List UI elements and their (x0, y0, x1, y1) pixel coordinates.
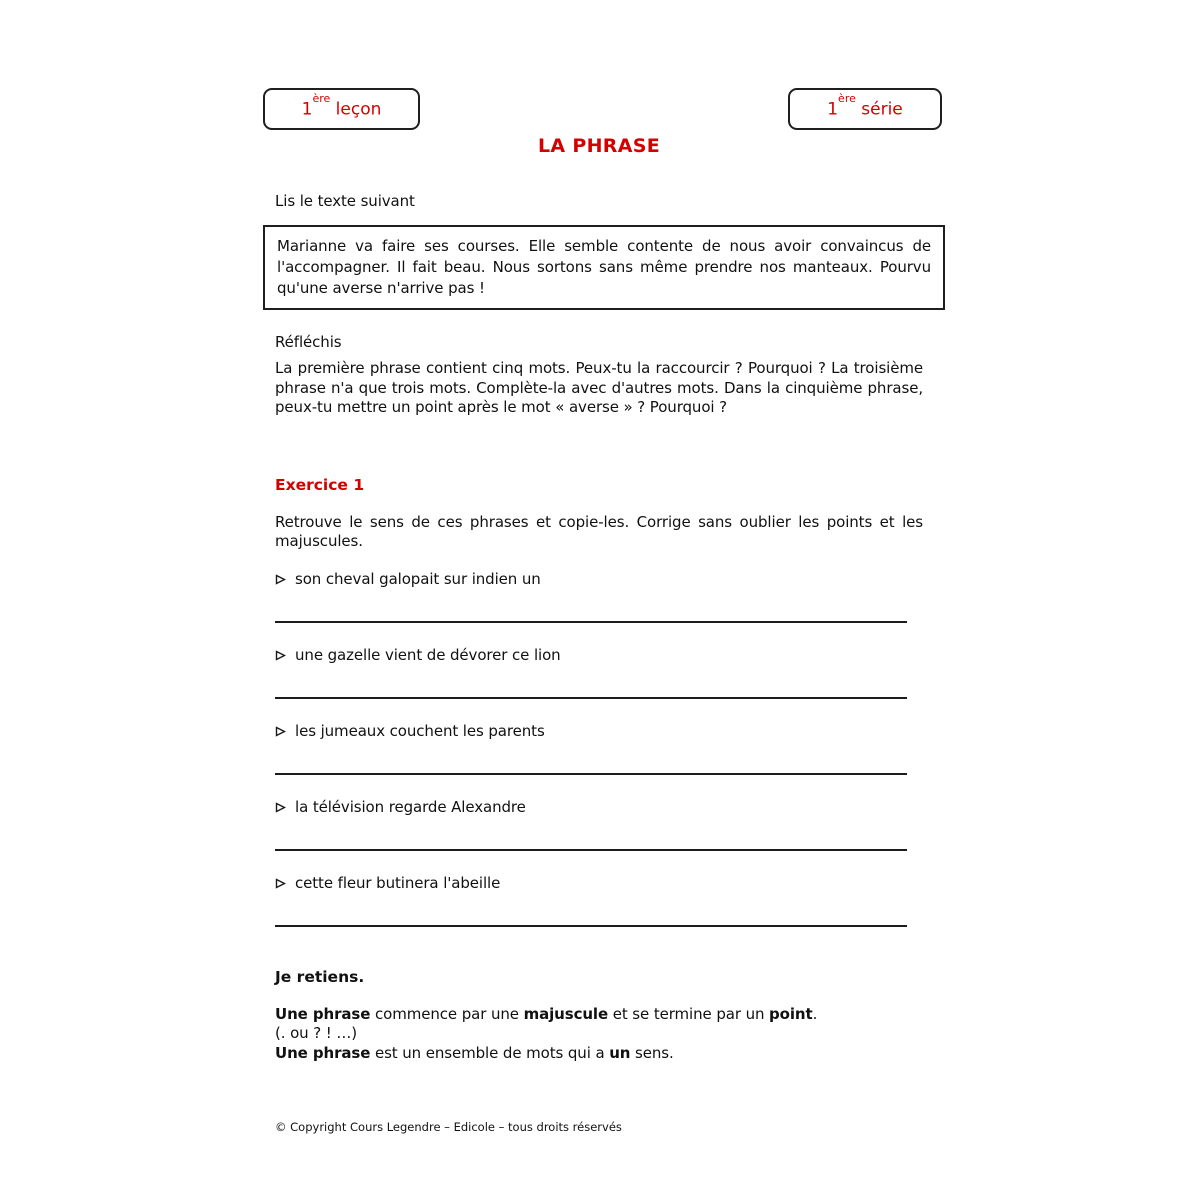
exercise-item-text: la télévision regarde Alexandre (295, 797, 526, 816)
arrow-bullet-icon (275, 570, 295, 591)
exercise-item-text: son cheval galopait sur indien un (295, 569, 541, 588)
reflect-label: Réfléchis (275, 333, 342, 351)
exercise-item (275, 721, 923, 742)
summary-rule-line: Une phrase commence par une majuscule et se termine par un point. (275, 1004, 818, 1023)
exercise-item (275, 645, 923, 666)
page-title: LA PHRASE (538, 135, 660, 157)
answer-line (275, 697, 907, 699)
answer-line (275, 849, 907, 851)
summary-rule-line: (. ou ? ! …) (275, 1024, 358, 1042)
lesson-number-label: 1ère leçon (301, 91, 382, 120)
arrow-bullet-icon (275, 874, 295, 895)
summary-rules (275, 1005, 923, 1064)
exercise-item-text: les jumeaux couchent les parents (295, 721, 545, 740)
exercise-item-text: cette fleur butinera l'abeille (295, 873, 501, 892)
read-instruction-label: Lis le texte suivant (275, 192, 415, 210)
arrow-bullet-icon (275, 722, 295, 743)
summary-title: Je retiens. (275, 967, 365, 986)
summary-rule-line: Une phrase est un ensemble de mots qui a un sens. (275, 1043, 674, 1062)
answer-line (275, 621, 907, 623)
exercise-instruction: Retrouve le sens de ces phrases et copie-les. Corrige sans oublier les points et les majuscules. (275, 512, 923, 550)
arrow-bullet-icon (275, 646, 295, 667)
copyright-footer: © Copyright Cours Legendre – Edicole – tous droits réservés (275, 1120, 622, 1134)
series-number-label: 1ère série (827, 91, 903, 120)
reflect-questions: La première phrase contient cinq mots. Peux-tu la raccourcir ? Pourquoi ? La troisième phrase n'a que trois mots. Complète-la avec d'autres mots. Dans la cinquième phrase, peux-tu mettre un point après le mot « averse » ? Pourquoi ? (275, 359, 923, 416)
exercise-title: Exercice 1 (275, 475, 365, 494)
exercise-item (275, 797, 923, 818)
answer-line (275, 773, 907, 775)
reading-text-box: Marianne va faire ses courses. Elle semble contente de nous avoir convaincus de l'accompagner. Il fait beau. Nous sortons sans même prendre nos manteaux. Pourvu qu'une averse n'arrive pas ! (263, 225, 945, 310)
exercise-item (275, 569, 923, 590)
arrow-bullet-icon (275, 798, 295, 819)
exercise-item (275, 873, 923, 894)
series-number-box (788, 88, 942, 130)
exercise-item-text: une gazelle vient de dévorer ce lion (295, 645, 561, 664)
answer-line (275, 925, 907, 927)
lesson-number-box (263, 88, 420, 130)
